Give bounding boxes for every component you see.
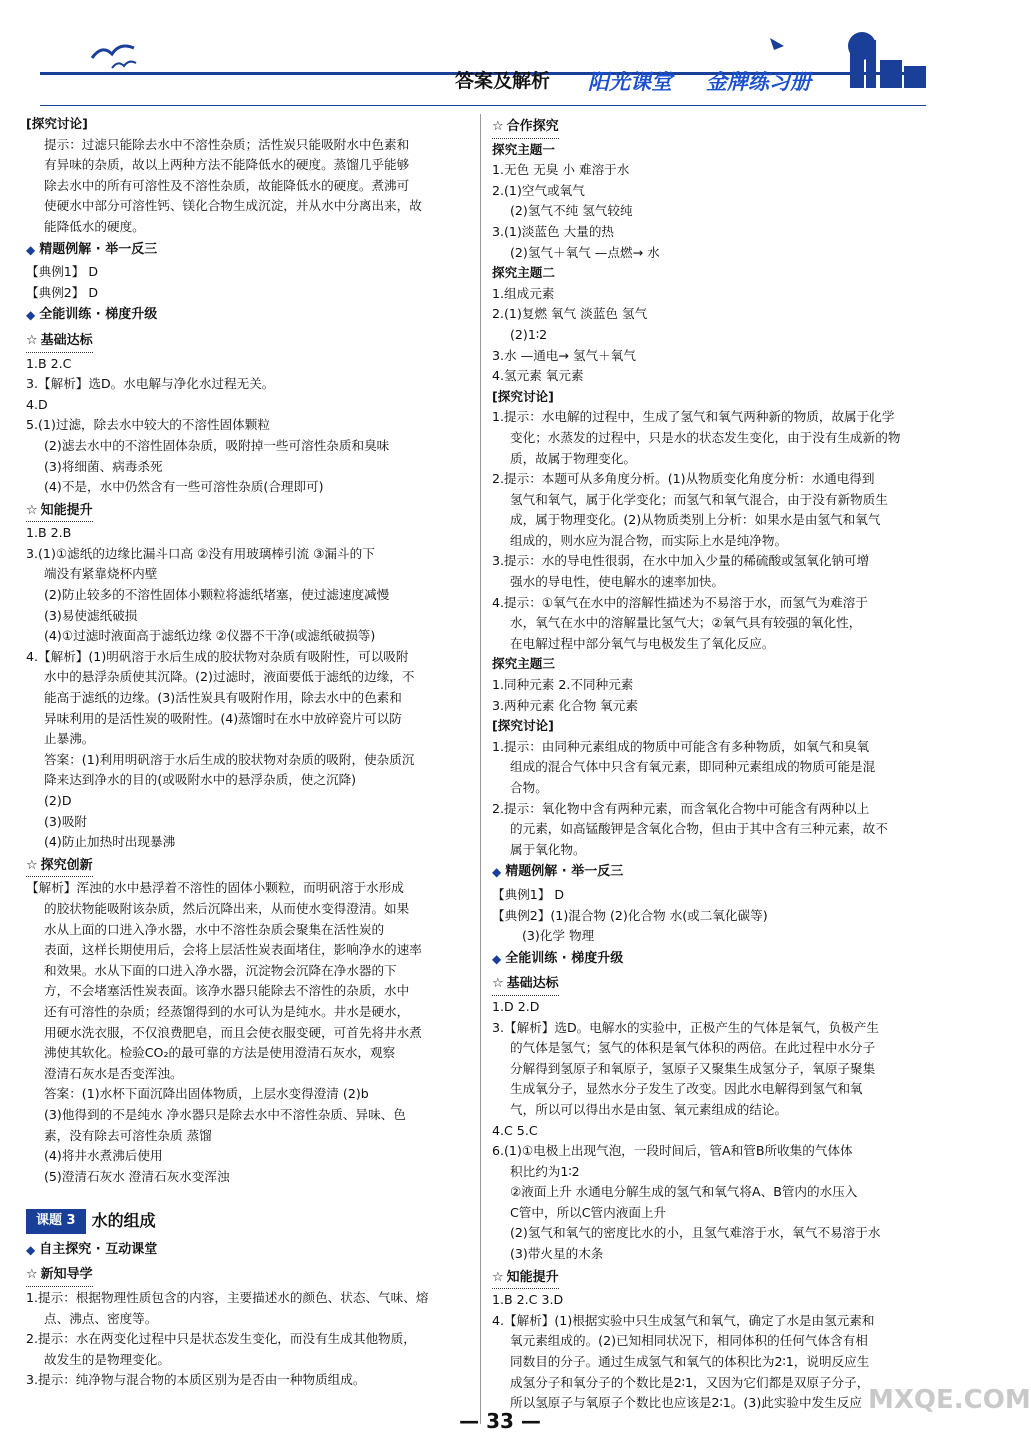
- discussion-label: [探究讨论]: [26, 116, 88, 131]
- star-icon: ☆: [26, 857, 38, 873]
- text-line: 点、沸点、密度等。: [44, 1310, 158, 1326]
- text-line: 3.【解析】选D。水电解与净化水过程无关。: [26, 376, 275, 392]
- text-line: 降来达到净水的目的(或吸附水中的悬浮杂质，使之沉降): [44, 772, 357, 788]
- text-line: 【典例1】 D: [492, 886, 565, 902]
- text-line: 提示：过滤只能除去水中不溶性杂质；活性炭只能吸附水中色素和: [44, 136, 410, 152]
- text-line: 素，没有除去可溶性杂质 蒸馏: [44, 1127, 212, 1143]
- text-line: 成氢分子和氧分子的个数比是2∶1，又因为它们都是双原子分子，: [510, 1374, 870, 1390]
- text-line: 氢气和氧气，属于化学变化；而氢气和氧气混合，由于没有新物质生: [510, 491, 888, 507]
- lesson-heading: [26, 1209, 481, 1234]
- text-line: 1.同种元素 2.不同种元素: [492, 677, 634, 693]
- diamond-icon: ◆: [26, 242, 36, 257]
- discussion-label: [探究讨论]: [492, 718, 554, 734]
- star-icon: ☆: [26, 332, 38, 348]
- text-line: 方，不会堵塞活性炭表面。该净水器只能除去不溶性的杂质，水中: [44, 983, 410, 999]
- text-line: 气，所以可以得出水是由氢、氧元素组成的结论。: [510, 1101, 788, 1117]
- subsection-heading: ☆ 基础达标: [26, 331, 93, 353]
- text-line: 1.提示：根据物理性质包含的内容，主要描述水的颜色、状态、气味、熔: [26, 1290, 429, 1306]
- text-line: 4.D: [26, 396, 48, 412]
- header-brand-sub: 金牌练习册: [706, 70, 811, 94]
- text-line: 2.提示：本题可从多角度分析。(1)从物质变化角度分析：水通电得到: [492, 471, 875, 487]
- subsection-heading: ☆ 知能提升: [492, 1268, 559, 1290]
- text-line: 3.(1)淡蓝色 大量的热: [492, 223, 615, 239]
- text-line: 所以氢原子与氧原子个数比也应该是2∶1。(3)此实验中发生反应: [510, 1395, 862, 1411]
- text-line: 和效果。水从下面的口进入净水器，沉淀物会沉降在净水器的下: [44, 962, 397, 978]
- section-heading: ◆ 自主探究 · 互动课堂: [26, 1240, 481, 1261]
- text-line: 端没有紧靠烧杯内壁: [44, 566, 158, 582]
- text-line: (2)防止较多的不溶性固体小颗粒将滤纸堵塞，使过滤速度减慢: [44, 587, 390, 603]
- text-line: 强水的导电性，使电解水的速率加快。: [510, 574, 725, 590]
- text-line: 答案：(1)利用明矾溶于水后生成的胶状物对杂质的吸附，使杂质沉: [44, 751, 415, 767]
- diamond-icon: ◆: [26, 308, 36, 323]
- text-line: ②液面上升 水通电分解生成的氢气和氧气将A、B管内的水压入: [510, 1184, 858, 1200]
- text-line: 4.【解析】(1)根据实验中只生成氢气和氧气，确定了水是由氢元素和: [492, 1312, 875, 1328]
- topic-heading: 探究主题一: [492, 141, 555, 157]
- text-line: 质，故属于物理变化。: [510, 450, 636, 466]
- text-line: 3.两种元素 化合物 氧元素: [492, 697, 638, 713]
- text-line: 1.组成元素: [492, 285, 555, 301]
- lesson-title: 水的组成: [91, 1211, 156, 1231]
- text-line: (2)氢气不纯 氢气较纯: [510, 203, 633, 219]
- text-line: 的胶状物能吸附该杂质，然后沉降出来，从而使水变得澄清。如果: [44, 900, 410, 916]
- text-line: 故发生的是物理变化。: [44, 1351, 170, 1367]
- text-line: 1.B 2.C 3.D: [492, 1292, 564, 1308]
- text-line: (2)滤去水中的不溶性固体杂质，吸附掉一些可溶性杂质和臭味: [44, 437, 390, 453]
- text-line: 能降低水的硬度。: [44, 218, 145, 234]
- text-line: (4)不是，水中仍然含有一些可溶性杂质(合理即可): [44, 479, 324, 495]
- text-line: 生成氧分子，显然水分子发生了改变。因此水电解得到氢气和氧: [510, 1081, 863, 1097]
- text-line: 除去水中的所有可溶性及不溶性杂质，故能降低水的硬度。煮沸可: [44, 177, 410, 193]
- text-line: 4.C 5.C: [492, 1122, 538, 1138]
- text-line: 合物。: [510, 780, 548, 795]
- text-line: 澄清石灰水是否变浑浊。: [44, 1065, 183, 1081]
- text-line: 3.水 —通电→ 氢气＋氧气: [492, 347, 636, 363]
- text-line: 5.(1)过滤，除去水中较大的不溶性固体颗粒: [26, 417, 270, 433]
- text-line: (3)吸附: [44, 813, 88, 829]
- text-line: 1.B 2.C: [26, 355, 72, 371]
- topic-heading: 探究主题二: [492, 265, 555, 281]
- text-line: (3)他得到的不是纯水 净水器只是除去水中不溶性杂质、异味、色: [44, 1106, 406, 1122]
- text-line: (2)氢气＋氧气 —点燃→ 水: [510, 244, 660, 260]
- text-line: 组成的，则水应为混合物，而实际上水是纯净物。: [510, 532, 788, 548]
- header-answers-title: 答案及解析: [455, 70, 551, 92]
- diamond-icon: ◆: [26, 1242, 36, 1257]
- text-line: 分解得到氢原子和氧原子，氢原子又聚集生成氢分子，氧原子聚集: [510, 1060, 876, 1076]
- text-line: 用硬水洗衣服，不仅浪费肥皂，而且会使衣服变硬，可首先将井水煮: [44, 1024, 422, 1040]
- text-line: 1.提示：水电解的过程中，生成了氢气和氧气两种新的物质，故属于化学: [492, 409, 895, 425]
- text-line: 氧元素组成的。(2)已知相同状况下，相同体积的任何气体含有相: [510, 1333, 868, 1349]
- text-line: (4)将井水煮沸后使用: [44, 1148, 163, 1164]
- text-line: 1.无色 无臭 小 难溶于水: [492, 162, 630, 178]
- text-line: 组成的混合气体中只含有氧元素，即同种元素组成的物质可能是混: [510, 759, 876, 775]
- section-heading: ◆ 全能训练 · 梯度升级: [492, 949, 948, 970]
- text-line: 水从上面的口进入净水器，水中不溶性杂质会聚集在活性炭的: [44, 921, 385, 937]
- text-line: 3.提示：水的导电性很弱，在水中加入少量的稀硫酸或氢氧化钠可增: [492, 553, 870, 569]
- text-line: 沸使其软化。检验CO₂的最可靠的方法是使用澄清石灰水，观察: [44, 1045, 396, 1061]
- star-icon: ☆: [26, 1267, 38, 1283]
- subsection-heading: ☆ 探究创新: [26, 856, 93, 878]
- text-line: 【解析】浑浊的水中悬浮着不溶性的固体小颗粒，而明矾溶于水形成: [26, 880, 404, 896]
- text-line: 4.【解析】(1)明矾溶于水后生成的胶状物对杂质有吸附性，可以吸附: [26, 648, 409, 664]
- text-line: 的元素，如高锰酸钾是含氧化合物，但由于其中含有三种元素，故不: [510, 821, 888, 837]
- text-line: (4)①过滤时液面高于滤纸边缘 ②仪器不干净(或滤纸破损等): [44, 628, 376, 644]
- text-line: 1.提示：由同种元素组成的物质中可能含有多种物质，如氧气和臭氧: [492, 738, 870, 754]
- header-brand: 阳光课堂: [588, 70, 672, 94]
- bird-icon: [92, 46, 134, 58]
- text-line: 【典例1】 D: [26, 264, 99, 280]
- diamond-icon: ◆: [492, 865, 502, 880]
- star-icon: ☆: [492, 1269, 504, 1285]
- text-line: (2)氢气和氧气的密度比水的小，且氢气难溶于水，氧气不易溶于水: [510, 1225, 881, 1241]
- text-line: (3)带火星的木条: [510, 1246, 604, 1262]
- text-line: 同数目的分子。通过生成氢气和氧气的体积比为2∶1，说明反应生: [510, 1354, 870, 1370]
- text-line: 积比约为1∶2: [510, 1163, 580, 1179]
- text-line: 【典例2】(1)混合物 (2)化合物 水(或二氧化碳等): [492, 907, 768, 923]
- text-line: 3.【解析】选D。电解水的实验中，正极产生的气体是氧气，负极产生: [492, 1019, 879, 1035]
- text-line: 变化；水蒸发的过程中，只是水的状态发生变化，由于没有生成新的物: [510, 429, 901, 445]
- text-line: (3)易使滤纸破损: [44, 607, 138, 623]
- lesson-badge: 课题 3: [26, 1209, 86, 1234]
- text-line: 在电解过程中部分氧气与电极发生了氧化反应。: [510, 635, 775, 651]
- text-line: (2)D: [44, 793, 72, 808]
- discussion-label: [探究讨论]: [492, 388, 554, 404]
- diamond-icon: ◆: [492, 951, 502, 966]
- star-icon: ☆: [492, 119, 504, 134]
- subsection-heading: ☆ 新知导学: [26, 1265, 93, 1287]
- star-icon: ☆: [26, 502, 38, 518]
- bird-icon: [112, 62, 136, 68]
- text-line: 止暴沸。: [44, 731, 95, 747]
- text-line: 成，属于物理变化。(2)从物质类别上分析：如果水是由氢气和氧气: [510, 512, 881, 528]
- text-line: 表面，这样长期使用后，会将上层活性炭表面堵住，影响净水的速率: [44, 942, 422, 958]
- text-line: 2.(1)复燃 氧气 淡蓝色 氢气: [492, 306, 648, 322]
- text-line: 2.提示：水在两变化过程中只是状态发生变化，而没有生成其他物质，: [26, 1331, 416, 1347]
- right-column: [492, 114, 948, 1414]
- text-line: 的气体是氢气；氢气的体积是氧气体积的两倍。在此过程中水分子: [510, 1040, 876, 1056]
- text-line: 6.(1)①电极上出现气泡，一段时间后，管A和管B所收集的气体体: [492, 1143, 853, 1159]
- text-line: 水，氧气在水中的溶解量比氢气大；②氧气具有较强的氧化性，: [510, 615, 862, 631]
- left-column: [26, 114, 481, 1391]
- star-icon: ☆: [492, 976, 504, 992]
- text-line: 答案：(1)水杯下面沉降出固体物质，上层水变得澄清 (2)b: [44, 1086, 369, 1102]
- subsection-heading: ☆ 合作探究: [492, 117, 559, 139]
- subsection-heading: ☆ 基础达标: [492, 974, 559, 996]
- text-line: (3)将细菌、病毒杀死: [44, 458, 163, 474]
- text-line: 4.提示：①氧气在水中的溶解性描述为不易溶于水，而氢气为难溶于: [492, 594, 868, 610]
- text-line: 3.提示：纯净物与混合物的本质区别为是否由一种物质组成。: [26, 1372, 366, 1388]
- text-line: 属于氧化物。: [510, 841, 586, 857]
- text-line: 1.D 2.D: [492, 998, 540, 1014]
- text-line: 【典例2】 D: [26, 284, 99, 300]
- text-line: (3)化学 物理: [522, 928, 595, 944]
- page-header: [0, 0, 1000, 110]
- section-heading: ◆ 精题例解 · 举一反三: [492, 862, 948, 883]
- text-line: (2)1∶2: [510, 326, 548, 342]
- subsection-heading: ☆ 知能提升: [26, 501, 93, 523]
- page-number: — 33 —: [459, 1409, 541, 1433]
- section-heading: ◆ 精题例解 · 举一反三: [26, 240, 481, 261]
- text-line: (4)防止加热时出现暴沸: [44, 834, 176, 850]
- watermark: MXQE.COM: [868, 1385, 1031, 1415]
- topic-heading: 探究主题三: [492, 656, 555, 672]
- text-line: 1.B 2.B: [26, 525, 72, 541]
- section-heading: ◆ 全能训练 · 梯度升级: [26, 305, 481, 326]
- text-line: 能高于滤纸的边缘。(3)活性炭具有吸附作用，除去水中的色素和: [44, 690, 402, 706]
- text-line: 2.(1)空气或氧气: [492, 182, 585, 198]
- text-line: 使硬水中部分可溶性钙、镁化合物生成沉淀，并从水中分离出来，故: [44, 198, 422, 214]
- text-line: C管中，所以C管内液面上升: [510, 1204, 667, 1220]
- text-line: 3.(1)①滤纸的边缘比漏斗口高 ②没有用玻璃棒引流 ③漏斗的下: [26, 545, 375, 561]
- text-line: 水中的悬浮杂质使其沉降。(2)过滤时，液面要低于滤纸的边缘，不: [44, 669, 415, 685]
- text-line: 2.提示：氧化物中含有两种元素，而含氧化合物中可能含有两种以上: [492, 800, 870, 816]
- text-line: (5)澄清石灰水 澄清石灰水变浑浊: [44, 1168, 230, 1184]
- text-line: 有异味的杂质，故以上两种方法不能降低水的硬度。蒸馏几乎能够: [44, 157, 410, 173]
- text-line: 异味利用的是活性炭的吸附性。(4)蒸馏时在水中放碎瓷片可以防: [44, 710, 402, 726]
- text-line: 4.氢元素 氧元素: [492, 368, 584, 384]
- text-line: 还有可溶性的杂质；经蒸馏得到的水可认为是纯水。井水是硬水，: [44, 1003, 410, 1019]
